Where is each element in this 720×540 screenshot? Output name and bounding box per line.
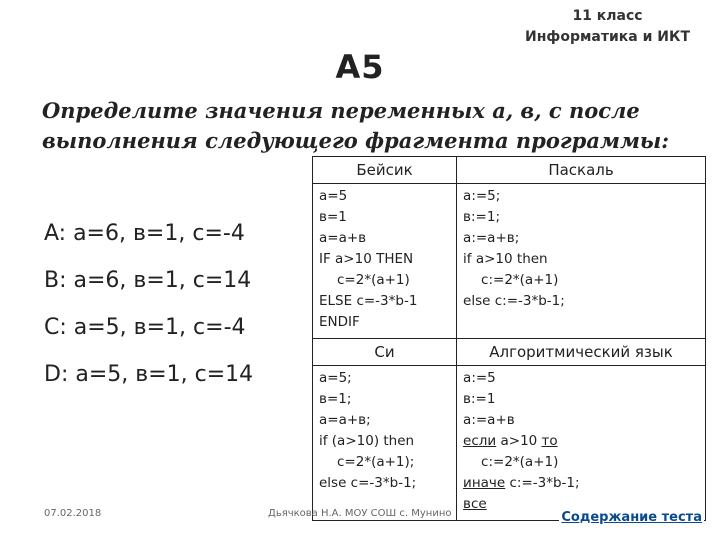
- question-text: Определите значения переменных а, в, с после выполнения следующего фрагмента программы:: [42, 98, 670, 153]
- code-line: c=2*(a+1): [337, 272, 410, 288]
- code-line: a:=5;: [463, 188, 501, 204]
- footer-author: Дьячкова Н.А. МОУ СОШ с. Мунино: [268, 508, 452, 519]
- keyword-then: то: [541, 433, 558, 449]
- keyword-end: все: [463, 496, 487, 512]
- code-table: [312, 156, 706, 521]
- code-line: c=2*(a+1);: [337, 454, 415, 470]
- code-line: ELSE c=-3*b-1: [319, 293, 418, 309]
- footer-date: 07.02.2018: [44, 508, 102, 519]
- code-line: a=5: [319, 188, 348, 204]
- answer-c: C: а=5, в=1, с=-4: [44, 315, 246, 340]
- subject-label: Информатика и ИКТ: [525, 29, 690, 45]
- code-line: c:=2*(a+1): [481, 454, 559, 470]
- code-line: в=1: [319, 209, 347, 225]
- test-contents-link[interactable]: Содержание теста: [561, 510, 702, 525]
- if-condition: a>10: [496, 433, 542, 449]
- code-line: IF a>10 THEN: [319, 251, 414, 267]
- c-code: [313, 366, 457, 521]
- answer-b: B: а=6, в=1, с=14: [44, 268, 252, 293]
- code-line: else c:=-3*b-1;: [463, 293, 565, 309]
- code-line: a=a+в: [319, 230, 367, 246]
- code-line: в:=1;: [463, 209, 501, 225]
- code-line: a:=a+в;: [463, 230, 520, 246]
- slide-title: А5: [335, 48, 385, 86]
- grade-label: 11 класс: [572, 8, 643, 24]
- code-line: в:=1: [463, 391, 496, 407]
- code-line: a:=5: [463, 370, 496, 386]
- code-line: a:=a+в: [463, 412, 515, 428]
- algo-header: Алгоритмический язык: [457, 339, 706, 366]
- code-line: c:=2*(a+1): [481, 272, 559, 288]
- else-statement: c:=-3*b-1;: [505, 475, 580, 491]
- code-line: if a>10 then: [463, 251, 548, 267]
- answer-list: [44, 210, 253, 398]
- keyword-else: иначе: [463, 475, 506, 491]
- basic-code: [313, 184, 457, 339]
- code-line: a=a+в;: [319, 412, 371, 428]
- code-line-else: [463, 473, 699, 494]
- code-line-if: [463, 431, 699, 452]
- slide-header: [525, 6, 690, 48]
- algo-code: [457, 366, 706, 521]
- c-header: Си: [313, 339, 457, 366]
- code-line: if (a>10) then: [319, 433, 415, 449]
- answer-a: A: а=6, в=1, с=-4: [44, 221, 245, 246]
- code-line: ENDIF: [319, 314, 360, 330]
- pascal-header: Паскаль: [457, 157, 706, 184]
- pascal-code: [457, 184, 706, 339]
- answer-d: D: а=5, в=1, с=14: [44, 362, 254, 387]
- basic-header: Бейсик: [313, 157, 457, 184]
- code-line: a=5;: [319, 370, 352, 386]
- code-line: в=1;: [319, 391, 352, 407]
- code-line: else c=-3*b-1;: [319, 475, 417, 491]
- keyword-if: если: [463, 433, 497, 449]
